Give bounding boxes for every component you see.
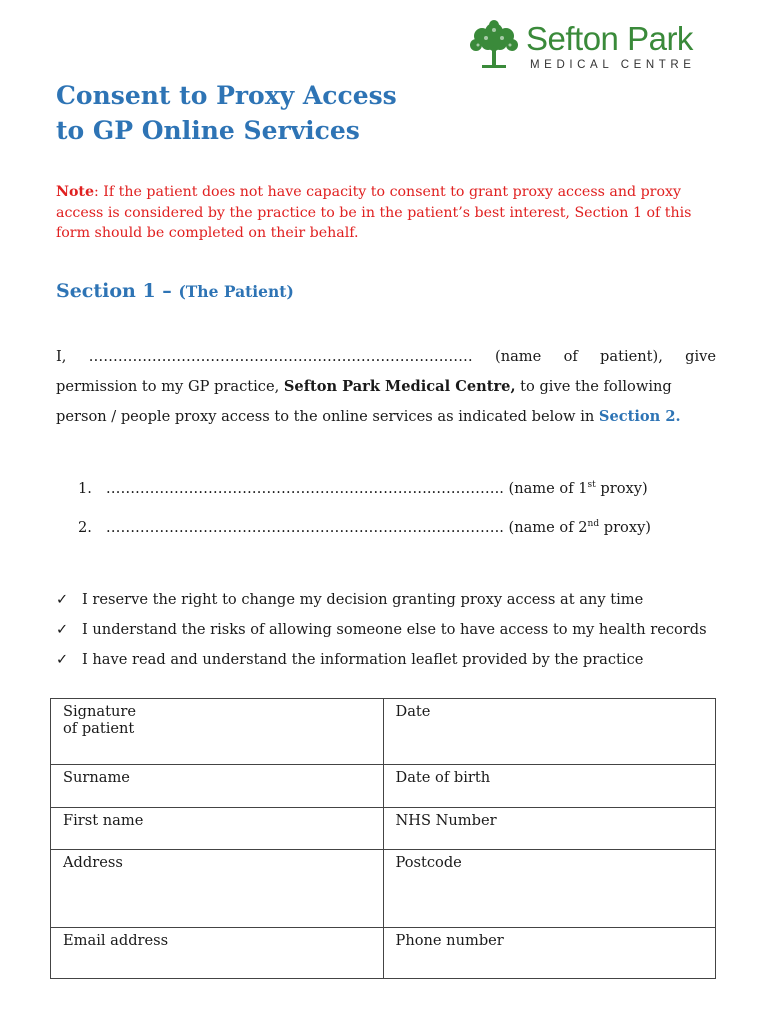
table-row (51, 765, 716, 808)
proxy-ordinal: st (587, 480, 596, 491)
proxy-label-end: proxy) (595, 480, 648, 497)
surname-label: Surname (63, 769, 130, 786)
table-row (51, 928, 716, 979)
proxy-2-name-field[interactable]: …………………………………………………………..………….. (105, 519, 504, 536)
section-1-title: Section 1 – (56, 280, 179, 302)
proxy-label: (name of 1 (508, 480, 588, 497)
proxy-ordinal: nd (587, 519, 600, 530)
address-cell[interactable] (51, 850, 384, 928)
first-name-label: First name (63, 812, 144, 829)
statement-part-2: to give the following person / people proxy access to the online services as indicated below in (56, 378, 672, 425)
table-row (51, 808, 716, 850)
email-cell[interactable] (51, 928, 384, 979)
signature-cell[interactable] (51, 699, 384, 765)
section-2-reference: Section 2. (598, 408, 681, 425)
acknowledgement-text: I understand the risks of allowing someone else to have access to my health records (82, 621, 707, 638)
statement-name-word: (name (495, 348, 542, 365)
acknowledgement-text: I have read and understand the information leaflet provided by the practice (82, 651, 644, 668)
section-1-heading (56, 280, 294, 302)
statement-body (56, 372, 716, 432)
statement-of-word: of (563, 348, 578, 365)
checkmark-icon: ✓ (56, 621, 69, 638)
nhs-number-label: NHS Number (395, 812, 497, 829)
table-row (51, 699, 716, 765)
checkmark-icon: ✓ (56, 651, 69, 668)
date-label: Date (395, 703, 431, 720)
acknowledgement-text: I reserve the right to change my decision granting proxy access at any time (82, 591, 644, 608)
acknowledgement-item (56, 588, 707, 618)
note-label: Note (56, 184, 95, 200)
consent-statement (56, 342, 716, 432)
note-text: : If the patient does not have capacity to consent to grant proxy access and proxy access is considered by the practice to be in the patient’s best interest, Section 1 of this form should be completed on their behalf. (56, 184, 692, 241)
dob-cell[interactable] (383, 765, 716, 808)
logo-name: Sefton Park (526, 20, 693, 57)
postcode-cell[interactable] (383, 850, 716, 928)
email-label: Email address (63, 932, 169, 949)
first-name-cell[interactable] (51, 808, 384, 850)
tree-icon (466, 18, 522, 72)
proxy-label: (name of 2 (508, 519, 588, 536)
proxy-label-end: proxy) (599, 519, 652, 536)
logo-subtitle: MEDICAL CENTRE (530, 59, 696, 71)
acknowledgement-list (56, 588, 707, 678)
proxy-line-1 (78, 480, 648, 497)
acknowledgement-item (56, 618, 707, 648)
surname-cell[interactable] (51, 765, 384, 808)
phone-label: Phone number (395, 932, 504, 949)
section-1-subtitle: (The Patient) (178, 282, 294, 301)
checkmark-icon: ✓ (56, 591, 69, 608)
page-title (56, 78, 556, 148)
signature-label: Signature of patient (63, 703, 136, 737)
proxy-1-name-field[interactable]: …………………………………………………………..………….. (105, 480, 504, 497)
statement-part-1: permission to my GP practice, (56, 378, 284, 395)
title-line-1: Consent to Proxy Access (56, 81, 397, 110)
acknowledgement-item (56, 648, 707, 678)
proxy-number: 1. (78, 480, 92, 497)
statement-line-1 (56, 342, 716, 372)
practice-name: Sefton Park Medical Centre, (283, 378, 516, 395)
statement-patient-word: patient), (600, 348, 663, 365)
table-row (51, 850, 716, 928)
phone-cell[interactable] (383, 928, 716, 979)
patient-details-table (50, 698, 716, 979)
title-line-2: to GP Online Services (56, 116, 360, 145)
postcode-label: Postcode (395, 854, 462, 871)
dob-label: Date of birth (395, 769, 491, 786)
date-cell[interactable] (383, 699, 716, 765)
proxy-line-2 (78, 519, 651, 536)
statement-i: I, (56, 348, 67, 365)
patient-name-field[interactable]: ……………………………………………….…………………… (88, 348, 473, 365)
address-label: Address (63, 854, 123, 871)
proxy-number: 2. (78, 519, 92, 536)
nhs-number-cell[interactable] (383, 808, 716, 850)
note-paragraph (56, 182, 726, 244)
statement-give-word: give (685, 348, 716, 365)
practice-logo (466, 18, 746, 74)
